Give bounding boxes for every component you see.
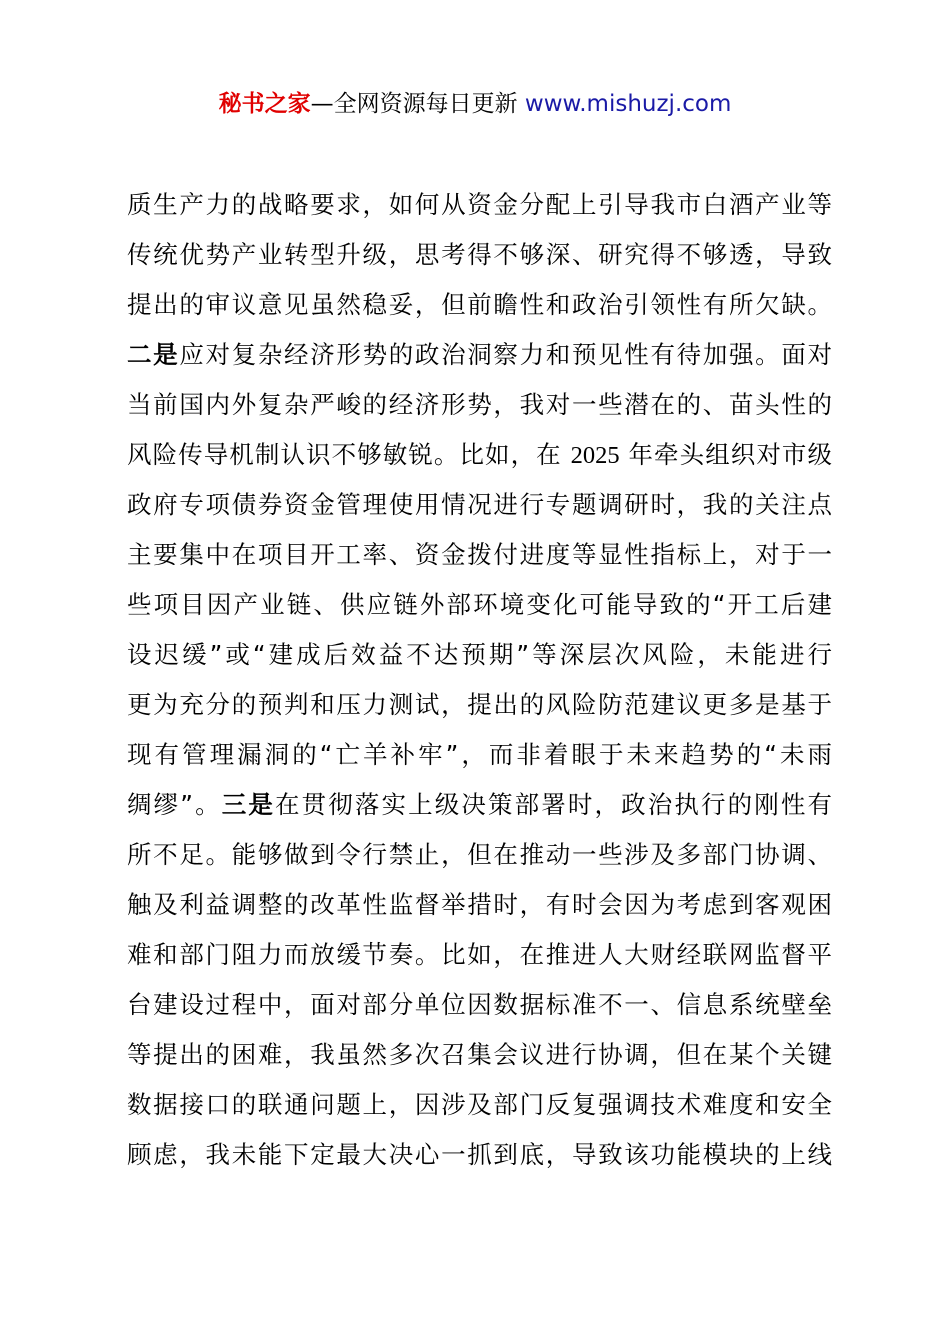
text-line: 更为充分的预判和压力测试，提出的风险防范建议更多是基于 — [127, 690, 832, 719]
text-span: 应对复杂经济形势的政治洞察力和预见性有待加强。面对 — [179, 340, 832, 369]
text-line: 所不足。能够做到令行禁止，但在推动一些涉及多部门协调、 — [127, 840, 832, 869]
text-line — [127, 430, 832, 480]
text-span: 年牵头组织对市级 — [619, 440, 832, 469]
section-marker-three: 三是 — [221, 790, 275, 819]
text-line: 数据接口的联通问题上，因涉及部门反复强调技术难度和安全 — [127, 1090, 832, 1119]
text-span: 风险传导机制认识不够敏锐。比如，在 — [127, 440, 571, 469]
text-line: 政府专项债券资金管理使用情况进行专题调研时，我的关注点 — [127, 490, 832, 519]
text-line: 难和部门阻力而放缓节奏。比如，在推进人大财经联网监督平 — [127, 940, 832, 969]
text-line — [127, 780, 832, 830]
section-marker-two: 二是 — [127, 340, 180, 369]
text-line: 提出的审议意见虽然稳妥，但前瞻性和政治引领性有所欠缺。 — [127, 290, 832, 319]
text-line: 主要集中在项目开工率、资金拨付进度等显性指标上，对于一 — [127, 540, 832, 569]
text-line: 当前国内外复杂严峻的经济形势，我对一些潜在的、苗头性的 — [127, 390, 832, 419]
site-url-link[interactable]: www.mishuzj.com — [524, 91, 732, 117]
header-separator: — — [310, 91, 334, 117]
text-line: 些项目因产业链、供应链外部环境变化可能导致的“开工后建 — [127, 590, 832, 619]
text-line: 传统优势产业转型升级，思考得不够深、研究得不够透，导致 — [127, 240, 832, 269]
text-line: 台建设过程中，面对部分单位因数据标准不一、信息系统壁垒 — [127, 990, 832, 1019]
text-line: 触及利益调整的改革性监督举措时，有时会因为考虑到客观困 — [127, 890, 832, 919]
text-line: 现有管理漏洞的“亡羊补牢”，而非着眼于未来趋势的“未雨 — [127, 740, 832, 769]
text-span: 在贯彻落实上级决策部署时，政治执行的刚性有 — [274, 790, 832, 819]
text-line — [127, 330, 832, 380]
document-body — [127, 180, 832, 1180]
header-tagline: 全网资源每日更新 — [333, 91, 525, 117]
text-line: 设迟缓”或“建成后效益不达预期”等深层次风险，未能进行 — [127, 640, 832, 669]
text-line: 顾虑，我未能下定最大决心一抓到底，导致该功能模块的上线 — [127, 1140, 832, 1169]
site-header — [0, 86, 950, 122]
text-span: 绸缪”。 — [127, 790, 222, 819]
brand-name: 秘书之家 — [218, 91, 311, 117]
year-number: 2025 — [570, 442, 620, 469]
text-line: 质生产力的战略要求，如何从资金分配上引导我市白酒产业等 — [127, 190, 832, 219]
text-line: 等提出的困难，我虽然多次召集会议进行协调，但在某个关键 — [127, 1040, 832, 1069]
